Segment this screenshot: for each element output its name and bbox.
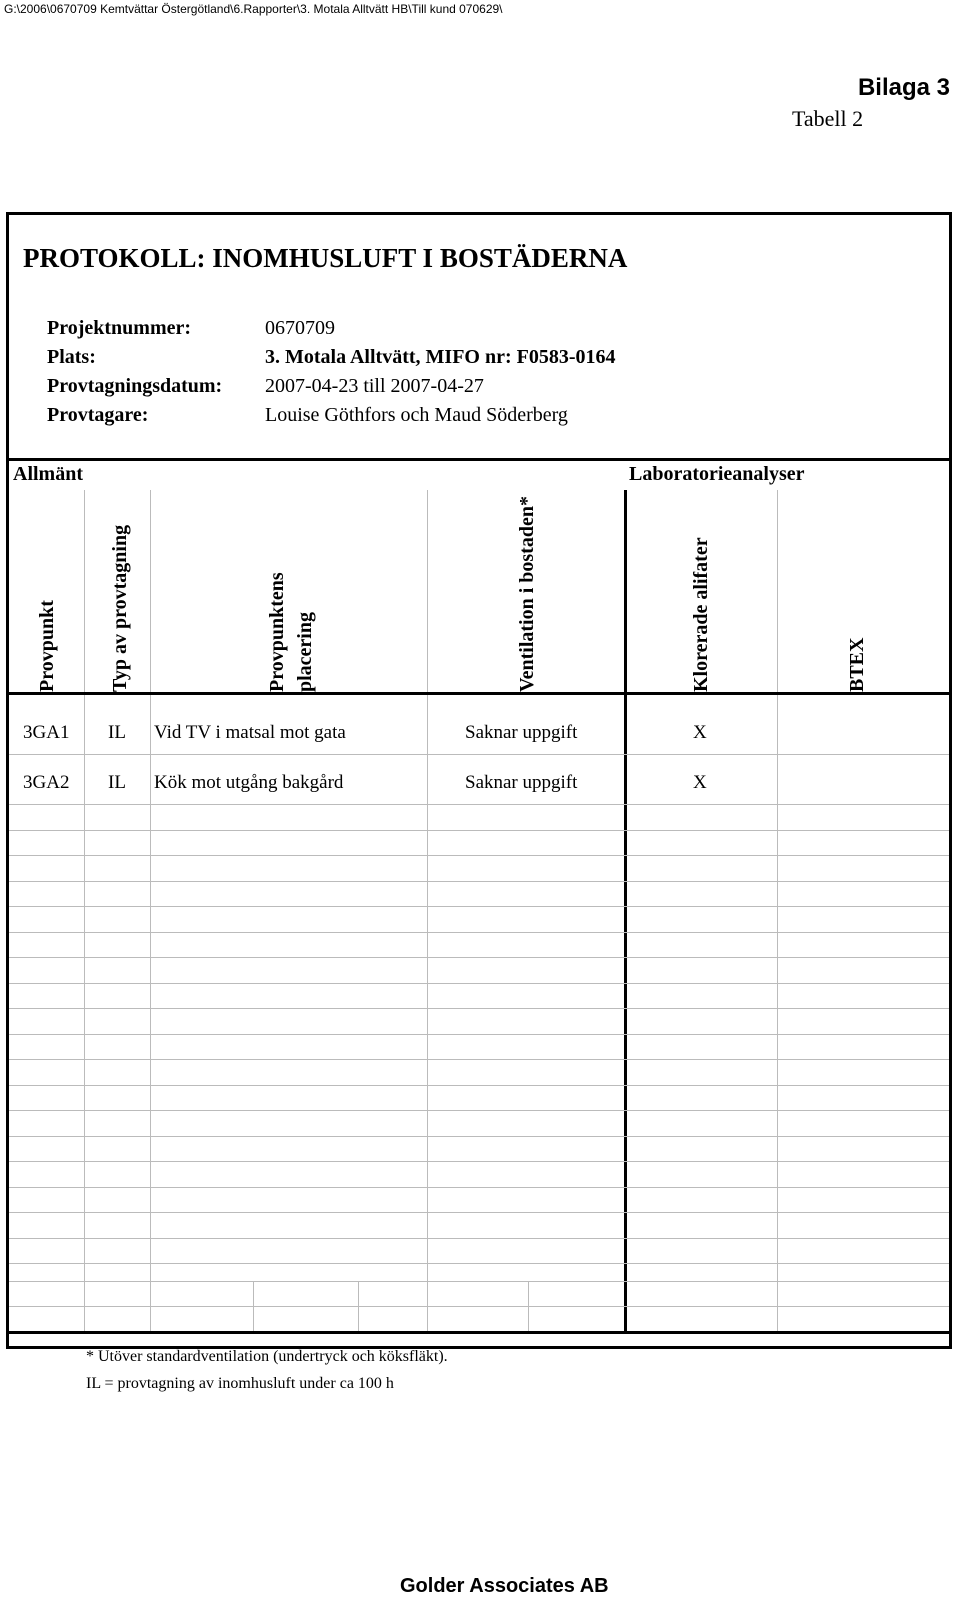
header-divider: [9, 692, 949, 695]
row-line: [9, 830, 949, 831]
row-line: [9, 1263, 949, 1264]
row-line: [9, 1187, 949, 1188]
row-line: [9, 804, 949, 805]
table-bottom: [9, 1331, 949, 1334]
row-line: [9, 932, 949, 933]
cell-placering: Vid TV i matsal mot gata: [154, 722, 346, 743]
cell-ventilation: Saknar uppgift: [465, 772, 578, 793]
info-label: Provtagningsdatum:: [47, 375, 223, 397]
row-line: [9, 983, 949, 984]
footnote-il: IL = provtagning av inomhusluft under ca 100 h: [86, 1375, 394, 1392]
header-typ: Typ av provtagning: [109, 524, 131, 692]
cell-ventilation: Saknar uppgift: [465, 722, 578, 743]
group-general: Allmänt: [13, 463, 83, 485]
row-line: [9, 855, 949, 856]
header-provpunkt: Provpunkt: [36, 600, 58, 692]
header-placering-1: Provpunktens: [266, 572, 288, 692]
row-line: [9, 1238, 949, 1239]
group-lab: Laboratorieanalyser: [629, 463, 805, 485]
column-line: [427, 490, 428, 1334]
row-line: [9, 881, 949, 882]
row-line: [9, 1059, 949, 1060]
column-line: [84, 490, 85, 1334]
info-value: Louise Göthfors och Maud Söderberg: [265, 404, 568, 426]
row-line: [9, 1281, 949, 1282]
cell-placering: Kök mot utgång bakgård: [154, 772, 344, 793]
row-line: [9, 1136, 949, 1137]
column-line: [150, 490, 151, 1334]
cell-provpunkt: 3GA1: [23, 722, 70, 743]
row-line: [9, 1212, 949, 1213]
row-line: [9, 957, 949, 958]
column-line: [777, 490, 778, 1334]
table-label: Tabell 2: [792, 106, 864, 131]
cell-klorerade: X: [693, 722, 707, 743]
info-value: 3. Motala Alltvätt, MIFO nr: F0583-0164: [265, 346, 616, 368]
info-label: Projektnummer:: [47, 317, 192, 339]
appendix-label: Bilaga 3: [857, 74, 950, 101]
column-line: [528, 1281, 529, 1334]
header-placering-2: placering: [294, 612, 316, 692]
cell-provpunkt: 3GA2: [23, 772, 70, 793]
row-line: [9, 1034, 949, 1035]
row-line: [9, 1085, 949, 1086]
header-btex: BTEX: [846, 637, 868, 692]
cell-klorerade: X: [693, 772, 707, 793]
divider: [9, 458, 949, 461]
row-line: [9, 1161, 949, 1162]
info-label: Plats:: [47, 346, 96, 368]
column-line: [358, 1281, 359, 1334]
info-value: 2007-04-23 till 2007-04-27: [265, 375, 484, 397]
row-line: [9, 1306, 949, 1307]
row-line: [9, 906, 949, 907]
protocol-title: PROTOKOLL: INOMHUSLUFT I BOSTÄDERNA: [23, 243, 628, 273]
header-ventilation: Ventilation i bostaden*: [516, 496, 538, 692]
header-klorerade: Klorerade alifater: [690, 537, 712, 692]
info-label: Provtagare:: [47, 404, 149, 426]
column-line: [253, 1281, 254, 1334]
row-line: [9, 1110, 949, 1111]
protocol-frame: [6, 212, 952, 1349]
column-line-thick: [624, 490, 627, 1334]
cell-typ: IL: [108, 772, 126, 793]
cell-typ: IL: [108, 722, 126, 743]
footnote-ventilation: * Utöver standardventilation (undertryck och köksfläkt).: [86, 1348, 448, 1365]
row-line: [9, 754, 949, 755]
file-path: G:\2006\0670709 Kemtvättar Östergötland\6.Rapporter\3. Motala Alltvätt HB\Till kund 070629\: [4, 2, 503, 16]
row-line: [9, 1008, 949, 1009]
info-value: 0670709: [265, 317, 335, 339]
company-name: Golder Associates AB: [400, 1575, 609, 1597]
